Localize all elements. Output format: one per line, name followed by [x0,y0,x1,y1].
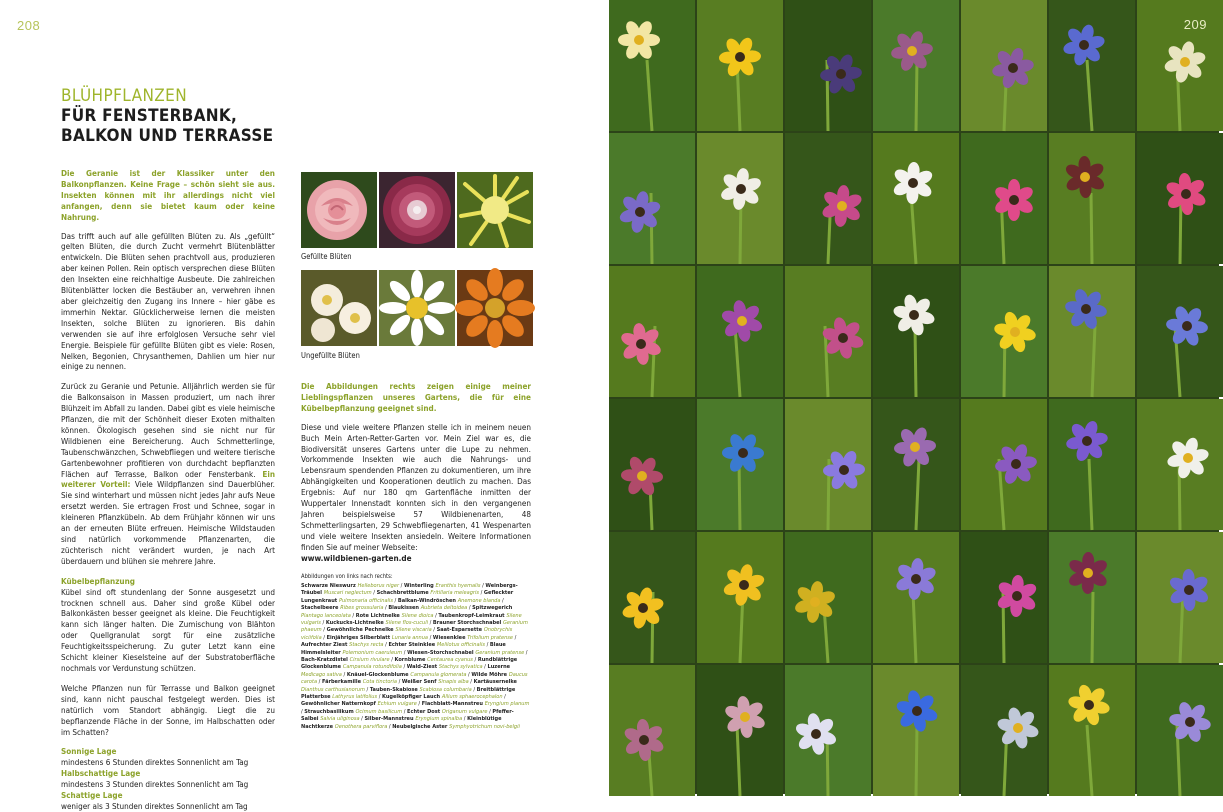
species-latin-name: Eryngium planum [484,701,530,708]
species-entry: Rundblättrige Glockenblume Campanula rotundifolia / [301,656,518,671]
species-common-name: Breitblättrige Platterbse [301,686,516,700]
species-common-name: Schwarze Nieswurz [301,582,358,589]
species-entry: Schachbrettblume Fritillaria meleagris / [376,590,484,597]
flower-photo [785,399,871,530]
light-text: mindestens 3 Stunden direktes Sonnenlicht am Tag [61,779,249,790]
species-latin-name: Plantago lanceolata [301,612,351,619]
species-latin-name: Campanula rotundifolia [342,664,402,671]
species-latin-name: Muscari neglectum [323,590,372,597]
flower-photo [873,665,959,796]
species-latin-name: Silene vulgaris [301,612,522,626]
photo-rose [301,172,377,248]
species-latin-name: Lunaria annua [391,634,429,641]
flower-photo [961,133,1047,264]
title-line-1: FÜR FENSTERBANK, [61,106,238,126]
species-common-name: Weißer Senf [401,679,439,686]
article-title [61,86,273,146]
flower-photo [609,532,695,663]
species-latin-name: Allium sphaerocephalon [441,694,503,700]
flower-photo [697,399,783,530]
species-latin-name: Stachys sylvatica [438,664,483,671]
species-latin-name: Campanula glomerata [410,671,467,678]
photo-dahlia-filled [379,172,455,248]
species-common-name: Bach-Kratzdistel [301,656,350,663]
species-entry: Flachblatt-Mannstreu Eryngium planum / [301,701,530,715]
species-entry: Färberkamille Cota tinctoria / [321,679,402,686]
middle-lead-paragraph: Die Abbildungen rechts zeigen einige meiner Lieblingspflanzen unseres Gartens, die für eine Kübelbepflanzung geeignet sind. [301,381,531,413]
photo-wild-rose [301,270,377,346]
species-entry: Balkan-Windröschen Anemone blanda / [397,597,504,604]
lead-paragraph: Die Geranie ist der Klassiker unter den Balkonpflanzen. Keine Frage – schön sieht sie aus. Insekten können mit ihr allerdings nicht viel anfangen, denn sie bietet kaum oder keine Nahrung. [61,168,275,222]
species-entry: Kornblume Centaurea cyanus / [394,656,478,663]
body-column-left [61,168,275,812]
species-latin-name: Silene dioica [401,612,434,619]
species-latin-name: Centaurea cyanus [427,656,473,663]
species-latin-name: Medicago sativa [301,671,342,678]
species-common-name: Gewöhnlicher Natternkopf [301,701,378,708]
light-text: mindestens 6 Stunden direktes Sonnenlicht am Tag [61,757,249,768]
paragraph-geranium-accent: Ein weiterer Vorteil: [61,468,275,490]
species-latin-name: Fritillaria meleagris [430,590,479,597]
species-common-name: Weinbergs-Träubel [301,582,518,597]
light-condition-shade [61,790,275,812]
light-label: Sonnige Lage [61,746,117,757]
species-common-name: Wiesenklee [432,634,468,641]
caption-filled-flowers: Gefüllte Blüten [301,252,352,261]
species-latin-name: Symphyotrichum novi-belgii [449,723,520,730]
species-entry: Blaue Himmelsleiter Polemonium caeruleum / [301,642,506,656]
left-page [0,0,609,811]
species-entry: Silber-Mannstreu Eryngium spinalba / [364,716,468,723]
species-entry: Gefleckter Lungenkraut Pulmonaria officinalis / [301,590,514,604]
species-entry: Winterling Eranthis hyemalis / [403,582,486,589]
species-entry: Pfeffer-Salbei Salvia uliginosa / [301,708,514,723]
species-common-name: Kartäusernelke [473,679,517,686]
species-common-name: Saat-Esparsette [436,627,484,634]
species-latin-name: Anemone blanda [457,597,501,604]
species-common-name: Kleinblütige Nachtkerze [301,716,502,730]
flower-photo [785,266,871,397]
flower-photo [1049,399,1135,530]
flower-photo [1137,532,1223,663]
species-entry: Kugelköpfiger Lauch Allium sphaerocephalon / [382,694,506,700]
page-number-left: 208 [17,18,41,33]
paragraph-geranium [61,381,275,566]
flower-photo [609,665,695,796]
light-text: weniger als 3 Stunden direktes Sonnenlicht am Tag [61,800,248,811]
flower-photo [961,0,1047,131]
species-entry: Einjähriges Silberblatt Lunaria annua / [326,634,433,641]
species-latin-name: Cirsium rivulare [349,656,390,663]
species-common-name: Pfeffer-Salbei [301,708,514,723]
species-latin-name: Melilotus officinalis [436,642,485,649]
species-common-name: Tauben-Skabiose [369,686,420,693]
light-label: Halbschattige Lage [61,768,141,779]
species-latin-name: Origanum vulgare [441,708,488,715]
flower-photo [697,266,783,397]
flower-photo [1049,133,1135,264]
species-entry: Kartäusernelke Dianthus carthusianorum / [301,679,517,693]
species-common-name: Blaukissen [388,605,421,612]
flower-photo-grid [609,0,1223,796]
species-latin-name: Cota tinctoria [362,679,397,686]
species-entry: Wiesen-Storchschnabel Geranium pratense / [407,649,528,656]
species-common-name: Kugelköpfiger Lauch [382,694,442,700]
species-common-name: Silber-Mannstreu [364,716,416,723]
flower-photo [961,266,1047,397]
species-common-name: Echter Dost [407,708,442,715]
species-latin-name: Eranthis hyemalis [435,582,481,589]
flower-photo [785,665,871,796]
flower-photo [609,399,695,530]
species-entry: Echter Steinklee Melilotus officinalis / [388,642,490,649]
paragraph-containers: Kübel sind oft stundenlang der Sonne ausgesetzt und trocknen schnell aus. Daher sind große Kübel oder Balkonkästen besser geeignet als kleine. Die Feuchtigkeit kann sich länger halten. Die Zumischung von Blähton oder Quellgranulat sorgt für eine zusätzliche Feuchtigkeitsspeicherung. Zu guter Letzt kann eine Schicht kleiner Kieselsteine auf der Substratoberfläche nochmals vor Verdunstung schützen. [61,586,275,673]
filled-flowers-photos [301,172,533,248]
species-entry: Wiesenklee Trifolium pratense / [432,634,517,641]
flower-photo [785,0,871,131]
species-entry: Kuckucks-Lichtnelke Silene flos-cuculi / [325,619,433,626]
species-latin-name: Oenothera parviflora [334,723,388,730]
species-latin-name: Ribes grossularia [340,605,384,612]
species-common-name: Neubelgische Aster [392,723,450,730]
title-kicker: BLÜHPFLANZEN [61,86,188,106]
species-latin-name: Silene viscaria [395,627,432,634]
flower-photo [609,266,695,397]
species-list-header: Abbildungen von links nach rechts: [301,573,393,580]
flower-photo [1049,665,1135,796]
flower-photo [873,266,959,397]
flower-photo [1137,665,1223,796]
flower-photo [697,133,783,264]
subheading-container-planting: Kübelbepflanzung [61,575,136,586]
species-common-name: Kornblume [394,656,428,663]
species-common-name: Balkan-Windröschen [397,597,458,604]
unfilled-flowers-photos [301,270,533,346]
species-common-name: Taubenkropf-Leimkraut [438,612,507,619]
flower-photo [961,665,1047,796]
flower-photo [873,532,959,663]
species-common-name: Färberkamille [321,679,363,686]
species-common-name: Kuckucks-Lichtnelke [325,619,386,626]
species-entry: Knäuel-Glockenblume Campanula glomerata / [346,671,472,678]
species-common-name: Flachblatt-Mannstreu [421,701,485,708]
flower-photo [609,133,695,264]
light-condition-partial-shade [61,768,275,790]
paragraph-location: Welche Pflanzen nun für Terrasse und Balkon geeignet sind, kann nicht pauschal festgelegt werden. Dies ist natürlich vom Standort abhängig. Liegt die zu bepflanzende Fläche in der Sonne, im Halbschatten oder im Schatten? [61,682,275,737]
paragraph-filled-flowers: Das trifft auch auf alle gefüllten Blüten zu. Als „gefüllt“ gelten Blüten, die durch Zucht vermehrt Blütenblätter entwickeln. Die Blüten sehen prachtvoll aus, produzieren aber keinen Pollen. Rein optisch versprechen diese Blüten den Insekten eine reichhaltige Ausbeute. Die zahlreichen Blütenblätter locken die Bestäuber an, verwehren ihnen aber gleichzeitig den Zugang ins Innere – hier gäbe es immerhin Nektar. Glücklicherweise lernen die meisten Insekten, solche Blüten zu ignorieren. Bis dahin verwenden sie auf ihre erfolglosen Versuche sehr viel Energie. Beispiele für gefüllte Blüten gibt es viele: Rosen, Nelken, Begonien, Chrysanthemen, Dahlien um hier nur einige zu nennen. [61,230,275,372]
species-common-name: Spitzwegerich [472,605,513,612]
species-entry: Bach-Kratzdistel Cirsium rivulare / [301,656,395,663]
flower-photo [961,532,1047,663]
flower-photo [697,665,783,796]
species-entry: Aufrechter Ziest Stachys recta / [301,642,389,649]
page-number-right: 209 [1183,17,1207,32]
species-entry: Luzerne Medicago sativa / [301,664,511,678]
flower-photo [697,532,783,663]
species-common-name: Stachelbeere [301,605,341,612]
species-latin-name: Eryngium spinalba [415,716,463,723]
species-latin-name: Ocimum basilicum [355,708,403,715]
paragraph-geranium-text-a: Zurück zu Geranie und Petunie. Alljährlich werden sie für die Balkonsaison in Massen produziert, um nach ihrer Blühzeit im Abfall zu landen. Dabei gibt es viele heimische Pflanzen, die mit der Schönheit dieser Exoten mithalten können. Ökologisch gesehen sind sie nicht nur für Wildbienen eine Bereicherung. Auch Schmetterlinge, Taubenschwänzchen, Schwebfliegen und weitere tierische Gartenbewohner profitieren von durchdacht bepflanzten Flächen auf Terrasse, Balkon oder Fensterbank. [61,381,275,479]
species-list-body [301,583,531,731]
flower-photo [1137,133,1223,264]
species-common-name: Einjähriges Silberblatt [326,634,392,641]
species-entry: Gewöhnlicher Natternkopf Echium vulgare / [301,701,422,708]
species-common-name: Winterling [403,582,436,589]
species-entry: Schwarze Nieswurz Helleborus niger / [301,582,404,589]
photo-dahlia-unfilled [457,270,533,346]
species-latin-name: Geranium pratense [475,649,525,656]
photo-daisy [379,270,455,346]
paragraph-geranium-text-b: Viele Wildpflanzen sind Dauerblüher. Sie sind winterhart und müssen nicht jedes Jahr aufs Neue ersetzt werden. Sie ertragen Frost und Schnee, sogar in kleineren Pflanzkübeln. Ab dem Frühjahr können wir uns an der erneuten Blüte erfreuen. Heimische Wildstauden sind natürlich vorkommende Pflanzenarten, die züchterisch nicht verändert wurden, je nach Art überdauern und blühen sie mehrere Jahre. [61,479,275,566]
species-entry: Breitblättrige Platterbse Lathyrus latifolius / [301,686,516,700]
flower-photo [785,133,871,264]
species-entry: Stachelbeere Ribes grossularia / [301,605,389,612]
species-common-name: Schachbrettblume [376,590,431,597]
flower-photo [697,0,783,131]
species-entry: Gewöhnliche Pechnelke Silene viscaria / [326,627,437,634]
species-latin-name: Geranium phaeum [301,619,528,634]
species-latin-name: Stachys recta [349,642,384,649]
species-common-name: Knäuel-Glockenblume [346,671,411,678]
flower-photo [1137,0,1223,131]
flower-photo [1137,266,1223,397]
species-common-name: Aufrechter Ziest [301,642,350,649]
species-entry: Rote Lichtnelke Silene dioica / [355,612,439,619]
flower-photo [1049,266,1135,397]
species-entry: Tauben-Skabiose Scabiosa columbaria / [369,686,477,693]
species-latin-name: Dianthus carthusianorum [301,686,365,693]
species-common-name: Echter Steinklee [388,642,437,649]
species-entry: Wilde Möhre Daucus carota / [301,671,528,686]
species-common-name: Wald-Ziest [406,664,439,671]
species-entry: Strauchbasilikum Ocimum basilicum / [304,708,408,715]
species-entry [392,724,520,730]
species-entry: Echter Dost Origanum vulgare / [407,708,493,715]
species-latin-name: Lathyrus latifolius [332,694,378,700]
light-condition-sunny [61,746,275,768]
species-latin-name: Aubrieta deltoidea [420,605,468,612]
species-common-name: Blaue Himmelsleiter [301,642,506,656]
right-page-photo-grid [609,0,1219,794]
middle-paragraph: Diese und viele weitere Pflanzen stelle ich in meinem neuen Buch Mein Arten-Retter-Garten vor. Mein Ziel war es, die Biodiversität unseres Gartens unter die Lupe zu nehmen. Vorkommende Insekten wie auch die Nahrungs- und Lebensraum spendenden Pflanzen zu dokumentieren, um ihre Abhängigkeiten und Kooperationen deutlich zu machen. Das Ergebnis: Auf nur 180 qm Gartenfläche inmitten der Wuppertaler Innenstadt konnten sich in den vergangenen Jahren beispielsweise 57 Wildbienenarten, 48 Schmetterlingsarten, 29 Schwebfliegenarten, 41 Wespenarten und viele weitere Insekten ansiedeln. Weitere Informationen finden Sie auf meiner Webseite: [301,421,531,552]
species-latin-name: Salvia uliginosa [320,716,360,723]
species-entry: Taubenkropf-Leimkraut Silene vulgaris / [301,612,522,626]
light-label: Schattige Lage [61,790,123,801]
flower-photo [873,0,959,131]
species-common-name: Gefleckter Lungenkraut [301,590,514,604]
species-latin-name: Silene flos-cuculi [385,619,428,626]
species-list [301,574,531,732]
species-latin-name: Daucus carota [301,671,528,686]
flower-photo [1049,532,1135,663]
flower-photo [609,0,695,131]
species-entry: Wald-Ziest Stachys sylvatica / [406,664,488,671]
species-latin-name: Onobrychis viciifolia [301,627,513,641]
body-column-middle [301,381,531,731]
species-entry: Brauner Storchschnabel Geranium phaeum / [301,619,528,634]
species-entry: Kleinblütige Nachtkerze Oenothera parviflora / [301,716,502,730]
species-entry: Saat-Esparsette Onobrychis viciifolia / [301,627,513,641]
species-entry: Blaukissen Aubrieta deltoidea / [388,605,473,612]
species-entry: Weißer Senf Sinapis alba / [401,679,474,686]
species-latin-name: Polemonium caeruleum [342,649,403,656]
species-common-name: Wilde Möhre [471,671,509,678]
species-latin-name: Echium vulgare [377,701,417,708]
flower-photo [873,399,959,530]
species-common-name: Luzerne [487,664,511,671]
title-line-2: BALKON UND TERRASSE [61,126,274,146]
species-latin-name: Scabiosa columbaria [419,686,472,693]
species-entry: Weinbergs-Träubel Muscari neglectum / [301,582,518,597]
species-common-name: Gewöhnliche Pechnelke [326,627,396,634]
species-common-name: Rundblättrige Glockenblume [301,656,518,671]
species-latin-name: Trifolium pratense [467,634,514,641]
flower-photo [1137,399,1223,530]
species-common-name: Wiesen-Storchschnabel [407,649,476,656]
species-latin-name: Helleborus niger [357,582,400,589]
species-common-name: Rote Lichtnelke [355,612,402,619]
species-latin-name: Sinapis alba [438,679,469,686]
species-entry: Spitzwegerich Plantago lanceolata / [301,605,513,619]
species-common-name: Brauner Storchschnabel [432,619,504,626]
caption-unfilled-flowers: Ungefüllte Blüten [301,351,360,360]
species-latin-name: Pulmonaria officinalis [338,597,393,604]
light-conditions-list [61,746,275,811]
flower-photo [785,532,871,663]
photo-chrysanthemum-yellow [457,172,533,248]
flower-photo [873,133,959,264]
species-common-name: Strauchbasilikum [304,708,356,715]
flower-photo [961,399,1047,530]
flower-photo [1049,0,1135,131]
website-url: www.wildbienen-garten.de [301,552,412,563]
